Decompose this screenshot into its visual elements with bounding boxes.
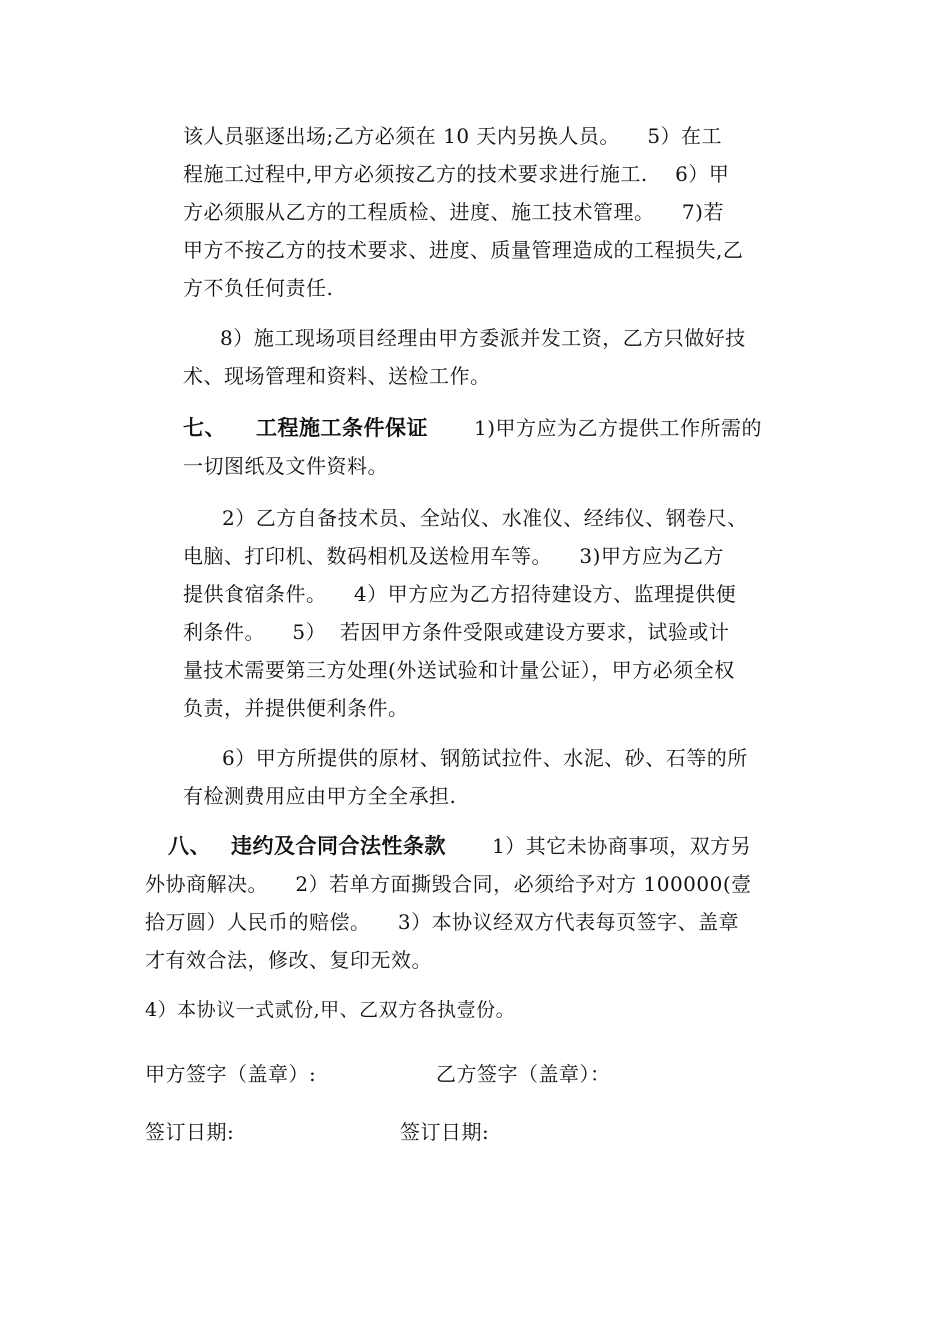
sec6-line-3: 方必须服从乙方的工程质检、进度、施工技术管理。 7)若 bbox=[183, 200, 724, 224]
sec7-para2-line-3: 提供食宿条件。 4）甲方应为乙方招待建设方、监理提供便 bbox=[183, 582, 737, 606]
sec8-line1-rest: 1）其它未协商事项，双方另 bbox=[492, 834, 752, 858]
sec7-number: 七、 bbox=[183, 416, 226, 440]
sec8-number: 八、 bbox=[168, 834, 211, 858]
sec7-para3-line-1: 6）甲方所提供的原材、钢筋试拉件、水泥、砂、石等的所 bbox=[222, 746, 748, 770]
sec7-para2-line-5: 量技术需要第三方处理(外送试验和计量公证），甲方必须全权 bbox=[183, 658, 735, 682]
sec7-line1-rest: 1)甲方应为乙方提供工作所需的 bbox=[474, 416, 763, 440]
sec6-line-1: 该人员驱逐出场;乙方必须在 10 天内另换人员。 5）在工 bbox=[183, 124, 723, 148]
sec8-item4: 4）本协议一式贰份,甲、乙双方各执壹份。 bbox=[145, 999, 516, 1021]
sec7-para3-line-2: 有检测费用应由甲方全全承担. bbox=[183, 784, 457, 808]
sec7-heading-line bbox=[183, 416, 762, 440]
sec6-line-5: 方不负任何责任. bbox=[183, 276, 334, 300]
sec6-item8-line-1: 8）施工现场项目经理由甲方委派并发工资，乙方只做好技 bbox=[220, 326, 746, 350]
sec6-item8-line-2: 术、现场管理和资料、送检工作。 bbox=[183, 364, 491, 388]
sec8-title: 违约及合同合法性条款 bbox=[231, 834, 446, 858]
sec6-line-2: 程施工过程中,甲方必须按乙方的技术要求进行施工. 6）甲 bbox=[183, 162, 730, 186]
sec6-line-4: 甲方不按乙方的技术要求、进度、质量管理造成的工程损失,乙 bbox=[183, 238, 744, 262]
party-a-signature-label: 甲方签字（盖章）: bbox=[145, 1062, 317, 1086]
party-a-date-label: 签订日期: bbox=[145, 1120, 235, 1144]
sec8-line-2: 外协商解决。 2）若单方面撕毁合同，必须给予对方 100000(壹 bbox=[145, 872, 752, 896]
party-b-signature-label: 乙方签字（盖章）： bbox=[436, 1062, 611, 1086]
sec7-title: 工程施工条件保证 bbox=[256, 416, 428, 440]
sec7-para2-line-1: 2）乙方自备技术员、全站仪、水准仪、经纬仪、钢卷尺、 bbox=[222, 506, 748, 530]
sec8-line-3: 拾万圆）人民币的赔偿。 3）本协议经双方代表每页签字、盖章 bbox=[145, 910, 740, 934]
sec8-line-4: 才有效合法，修改、复印无效。 bbox=[145, 948, 432, 972]
party-b-date-label: 签订日期: bbox=[400, 1120, 490, 1144]
sec7-para2-line-2: 电脑、打印机、数码相机及送检用车等。 3)甲方应为乙方 bbox=[183, 544, 724, 568]
sec7-para2-line-6: 负责，并提供便利条件。 bbox=[183, 696, 409, 720]
sec7-para2-line-4: 利条件。 5） 若因甲方条件受限或建设方要求，试验或计 bbox=[183, 620, 730, 644]
sec8-heading-line bbox=[168, 834, 751, 858]
sec7-line-2: 一切图纸及文件资料。 bbox=[183, 454, 388, 478]
